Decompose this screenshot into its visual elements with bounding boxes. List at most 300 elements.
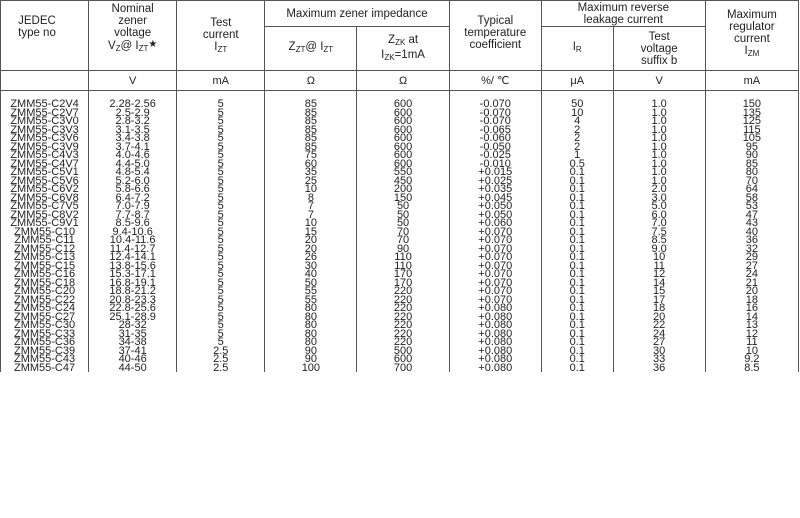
cell-type: ZMM55-C2V7 <box>1 109 89 118</box>
cell-nominal-voltage: 20.8-23.3 <box>89 296 177 305</box>
cell-zzt: 10 <box>265 219 357 228</box>
unit-cell: %/ ℃ <box>449 71 541 91</box>
unit-cell: μA <box>541 71 613 91</box>
cell-zzk: 110 <box>357 253 449 262</box>
cell-temp-coeff: +0.070 <box>449 279 541 288</box>
cell-test-voltage: 8.5 <box>613 236 705 245</box>
cell-zzt: 30 <box>265 262 357 271</box>
cell-ir: 0.1 <box>541 296 613 305</box>
cell-temp-coeff: -0.025 <box>449 151 541 160</box>
cell-zzk: 550 <box>357 168 449 177</box>
cell-type: ZMM55-C24 <box>1 304 89 313</box>
cell-temp-coeff: +0.070 <box>449 228 541 237</box>
cell-test-current: 5 <box>177 202 265 211</box>
unit-cell <box>1 71 89 91</box>
cell-test-current: 5 <box>177 296 265 305</box>
cell-test-voltage: 1.0 <box>613 109 705 118</box>
cell-type: ZMM55-C3V9 <box>1 143 89 152</box>
cell-type: ZMM55-C27 <box>1 313 89 322</box>
cell-nominal-voltage: 4.8-5.4 <box>89 168 177 177</box>
cell-zzt: 85 <box>265 109 357 118</box>
cell-test-current: 5 <box>177 279 265 288</box>
cell-izm: 20 <box>705 287 798 296</box>
cell-zzk: 110 <box>357 262 449 271</box>
cell-nominal-voltage: 28-32 <box>89 321 177 330</box>
cell-nominal-voltage: 10.4-11.6 <box>89 236 177 245</box>
unit-cell: mA <box>705 71 798 91</box>
cell-test-current: 5 <box>177 185 265 194</box>
cell-test-current: 5 <box>177 228 265 237</box>
cell-ir: 0.1 <box>541 304 613 313</box>
cell-temp-coeff: +0.070 <box>449 287 541 296</box>
cell-temp-coeff: +0.015 <box>449 168 541 177</box>
cell-type: ZMM55-C15 <box>1 262 89 271</box>
cell-nominal-voltage: 2.5-2.9 <box>89 109 177 118</box>
cell-test-voltage: 12 <box>613 270 705 279</box>
header-max-regulator-current: Maximum regulator current $I_{ZM}$ <box>705 1 798 71</box>
cell-zzt: 20 <box>265 245 357 254</box>
cell-test-voltage: 36 <box>613 364 705 373</box>
cell-izm: 105 <box>705 134 798 143</box>
cell-zzt: 100 <box>265 364 357 373</box>
cell-type: ZMM55-C16 <box>1 270 89 279</box>
cell-temp-coeff: +0.070 <box>449 270 541 279</box>
cell-ir: 0.1 <box>541 245 613 254</box>
cell-izm: 70 <box>705 177 798 186</box>
cell-type: ZMM55-C10 <box>1 228 89 237</box>
cell-zzk: 200 <box>357 185 449 194</box>
cell-ir: 0.1 <box>541 338 613 347</box>
cell-izm: 43 <box>705 219 798 228</box>
cell-type: ZMM55-C3V3 <box>1 126 89 135</box>
cell-ir: 0.1 <box>541 279 613 288</box>
cell-temp-coeff: +0.080 <box>449 364 541 373</box>
cell-test-voltage: 1.0 <box>613 126 705 135</box>
cell-ir: 0.1 <box>541 253 613 262</box>
cell-zzt: 55 <box>265 296 357 305</box>
cell-nominal-voltage: 6.4-7.2 <box>89 194 177 203</box>
cell-temp-coeff: +0.050 <box>449 211 541 220</box>
cell-zzt: 80 <box>265 313 357 322</box>
cell-izm: 18 <box>705 296 798 305</box>
table-body <box>1 91 799 373</box>
cell-test-voltage: 20 <box>613 313 705 322</box>
cell-zzt: 80 <box>265 304 357 313</box>
cell-test-current: 5 <box>177 253 265 262</box>
cell-zzk: 70 <box>357 236 449 245</box>
units-row <box>1 71 799 91</box>
cell-zzt: 85 <box>265 100 357 109</box>
header-zzk: $Z_{ZK}$ at $I_{ZK}=1mA$ <box>357 27 449 71</box>
cell-test-voltage: 30 <box>613 347 705 356</box>
unit-cell: V <box>89 71 177 91</box>
cell-nominal-voltage: 7.0-7.9 <box>89 202 177 211</box>
cell-ir: 0.1 <box>541 270 613 279</box>
cell-ir: 0.1 <box>541 321 613 330</box>
header-max-zener-impedance: Maximum zener impedance <box>265 1 449 27</box>
cell-nominal-voltage: 13.8-15.6 <box>89 262 177 271</box>
cell-ir: 1 <box>541 151 613 160</box>
cell-zzt: 85 <box>265 126 357 135</box>
cell-zzt: 75 <box>265 151 357 160</box>
cell-zzt: 80 <box>265 321 357 330</box>
cell-test-current: 5 <box>177 245 265 254</box>
cell-test-current: 5 <box>177 270 265 279</box>
cell-zzt: 85 <box>265 134 357 143</box>
cell-test-current: 5 <box>177 143 265 152</box>
cell-test-current: 2.5 <box>177 364 265 373</box>
cell-zzk: 220 <box>357 338 449 347</box>
cell-ir: 0.1 <box>541 194 613 203</box>
cell-temp-coeff: +0.080 <box>449 338 541 347</box>
cell-izm: 36 <box>705 236 798 245</box>
cell-zzk: 220 <box>357 287 449 296</box>
cell-zzt: 85 <box>265 117 357 126</box>
cell-ir: 10 <box>541 109 613 118</box>
cell-izm: 32 <box>705 245 798 254</box>
cell-zzt: 80 <box>265 330 357 339</box>
cell-zzt: 90 <box>265 355 357 364</box>
cell-temp-coeff: -0.010 <box>449 160 541 169</box>
cell-izm: 150 <box>705 100 798 109</box>
cell-type: ZMM55-C4V3 <box>1 151 89 160</box>
cell-nominal-voltage: 37-41 <box>89 347 177 356</box>
header-max-reverse-leakage: Maximum reverse leakage current <box>541 1 705 27</box>
cell-test-voltage: 1.0 <box>613 151 705 160</box>
cell-izm: 64 <box>705 185 798 194</box>
cell-nominal-voltage: 16.8-19.1 <box>89 279 177 288</box>
cell-zzt: 15 <box>265 228 357 237</box>
cell-test-current: 5 <box>177 100 265 109</box>
cell-zzk: 170 <box>357 279 449 288</box>
cell-temp-coeff: +0.070 <box>449 245 541 254</box>
cell-zzk: 600 <box>357 100 449 109</box>
unit-cell: V <box>613 71 705 91</box>
cell-nominal-voltage: 5.2-6.0 <box>89 177 177 186</box>
cell-temp-coeff: -0.070 <box>449 100 541 109</box>
cell-temp-coeff: +0.080 <box>449 355 541 364</box>
header-ir: $I_R$ <box>541 27 613 71</box>
cell-zzk: 50 <box>357 211 449 220</box>
cell-temp-coeff: -0.070 <box>449 117 541 126</box>
cell-zzt: 85 <box>265 143 357 152</box>
cell-ir: 0.1 <box>541 177 613 186</box>
cell-zzk: 70 <box>357 228 449 237</box>
cell-nominal-voltage: 4.4-5.0 <box>89 160 177 169</box>
cell-nominal-voltage: 8.5-9.6 <box>89 219 177 228</box>
cell-type: ZMM55-C6V2 <box>1 185 89 194</box>
cell-nominal-voltage: 34-38 <box>89 338 177 347</box>
cell-izm: 95 <box>705 143 798 152</box>
cell-test-current: 5 <box>177 321 265 330</box>
cell-ir: 0.1 <box>541 185 613 194</box>
cell-test-voltage: 7.0 <box>613 219 705 228</box>
cell-ir: 0.1 <box>541 287 613 296</box>
cell-nominal-voltage: 2.8-3.2 <box>89 117 177 126</box>
cell-ir: 0.1 <box>541 347 613 356</box>
cell-type: ZMM55-C30 <box>1 321 89 330</box>
cell-izm: 9.2 <box>705 355 798 364</box>
cell-test-current: 5 <box>177 287 265 296</box>
cell-test-current: 5 <box>177 160 265 169</box>
cell-zzt: 7 <box>265 211 357 220</box>
cell-nominal-voltage: 11.4-12.7 <box>89 245 177 254</box>
cell-ir: 0.1 <box>541 364 613 373</box>
cell-nominal-voltage: 22.8-25.6 <box>89 304 177 313</box>
cell-zzk: 220 <box>357 330 449 339</box>
cell-izm: 53 <box>705 202 798 211</box>
cell-temp-coeff: +0.070 <box>449 253 541 262</box>
cell-zzk: 700 <box>357 364 449 373</box>
cell-nominal-voltage: 44-50 <box>89 364 177 373</box>
cell-ir: 0.1 <box>541 211 613 220</box>
cell-zzk: 600 <box>357 151 449 160</box>
cell-zzt: 26 <box>265 253 357 262</box>
cell-nominal-voltage: 4.0-4.6 <box>89 151 177 160</box>
cell-nominal-voltage: 3.7-4.1 <box>89 143 177 152</box>
cell-ir: 0.1 <box>541 313 613 322</box>
cell-test-voltage: 27 <box>613 338 705 347</box>
cell-zzt: 50 <box>265 279 357 288</box>
cell-ir: 0.1 <box>541 202 613 211</box>
cell-test-current: 5 <box>177 338 265 347</box>
cell-zzt: 80 <box>265 338 357 347</box>
cell-temp-coeff: +0.045 <box>449 194 541 203</box>
header-temp-coefficient: Typical temperature coefficient <box>449 1 541 71</box>
cell-zzk: 600 <box>357 126 449 135</box>
cell-test-current: 5 <box>177 134 265 143</box>
cell-test-voltage: 22 <box>613 321 705 330</box>
cell-test-voltage: 1.0 <box>613 143 705 152</box>
cell-test-current: 2.5 <box>177 347 265 356</box>
cell-nominal-voltage: 18.8-21.2 <box>89 287 177 296</box>
cell-test-current: 2.5 <box>177 355 265 364</box>
cell-test-current: 5 <box>177 151 265 160</box>
cell-zzt: 55 <box>265 287 357 296</box>
cell-ir: 0.1 <box>541 355 613 364</box>
cell-test-voltage: 1.0 <box>613 100 705 109</box>
cell-zzk: 600 <box>357 160 449 169</box>
cell-nominal-voltage: 25.1-28.9 <box>89 313 177 322</box>
cell-ir: 0.1 <box>541 168 613 177</box>
table-row <box>1 364 799 373</box>
header-zzt: $Z_{ZT}@$ $I_{ZT}$ <box>265 27 357 71</box>
cell-izm: 21 <box>705 279 798 288</box>
cell-izm: 47 <box>705 211 798 220</box>
cell-zzt: 20 <box>265 236 357 245</box>
cell-zzt: 40 <box>265 270 357 279</box>
cell-zzt: 10 <box>265 185 357 194</box>
cell-temp-coeff: +0.035 <box>449 185 541 194</box>
cell-test-voltage: 3.0 <box>613 194 705 203</box>
cell-type: ZMM55-C11 <box>1 236 89 245</box>
cell-izm: 14 <box>705 313 798 322</box>
cell-test-current: 5 <box>177 117 265 126</box>
cell-test-voltage: 1.0 <box>613 168 705 177</box>
cell-zzt: 90 <box>265 347 357 356</box>
cell-test-current: 5 <box>177 194 265 203</box>
cell-type: ZMM55-C36 <box>1 338 89 347</box>
cell-temp-coeff: +0.070 <box>449 262 541 271</box>
cell-test-voltage: 11 <box>613 262 705 271</box>
cell-izm: 12 <box>705 330 798 339</box>
cell-izm: 10 <box>705 347 798 356</box>
cell-ir: 2 <box>541 143 613 152</box>
cell-test-voltage: 17 <box>613 296 705 305</box>
cell-temp-coeff: +0.080 <box>449 330 541 339</box>
cell-test-current: 5 <box>177 219 265 228</box>
cell-ir: 0.1 <box>541 236 613 245</box>
cell-type: ZMM55-C4V7 <box>1 160 89 169</box>
cell-test-voltage: 15 <box>613 287 705 296</box>
cell-izm: 8.5 <box>705 364 798 373</box>
cell-type: ZMM55-C39 <box>1 347 89 356</box>
cell-nominal-voltage: 3.1-3.5 <box>89 126 177 135</box>
cell-temp-coeff: +0.060 <box>449 219 541 228</box>
cell-type: ZMM55-C7V5 <box>1 202 89 211</box>
cell-temp-coeff: +0.080 <box>449 347 541 356</box>
cell-type: ZMM55-C43 <box>1 355 89 364</box>
cell-zzk: 600 <box>357 109 449 118</box>
cell-test-current: 5 <box>177 109 265 118</box>
cell-test-voltage: 33 <box>613 355 705 364</box>
cell-type: ZMM55-C20 <box>1 287 89 296</box>
cell-test-current: 5 <box>177 330 265 339</box>
cell-zzk: 220 <box>357 304 449 313</box>
cell-temp-coeff: -0.060 <box>449 134 541 143</box>
cell-ir: 4 <box>541 117 613 126</box>
cell-test-voltage: 5.0 <box>613 202 705 211</box>
cell-type: ZMM55-C5V1 <box>1 168 89 177</box>
cell-izm: 13 <box>705 321 798 330</box>
cell-nominal-voltage: 40-46 <box>89 355 177 364</box>
cell-izm: 115 <box>705 126 798 135</box>
cell-ir: 0.1 <box>541 228 613 237</box>
cell-test-current: 5 <box>177 177 265 186</box>
cell-type: ZMM55-C18 <box>1 279 89 288</box>
cell-type: ZMM55-C8V2 <box>1 211 89 220</box>
cell-test-current: 5 <box>177 304 265 313</box>
cell-test-voltage: 1.0 <box>613 160 705 169</box>
cell-zzk: 450 <box>357 177 449 186</box>
cell-nominal-voltage: 3.4-3.8 <box>89 134 177 143</box>
cell-type: ZMM55-C2V4 <box>1 100 89 109</box>
header-test-current: Test current $I_{ZT}$ <box>177 1 265 71</box>
cell-izm: 11 <box>705 338 798 347</box>
cell-izm: 16 <box>705 304 798 313</box>
cell-zzk: 50 <box>357 219 449 228</box>
cell-nominal-voltage: 5.8-6.6 <box>89 185 177 194</box>
cell-ir: 0.1 <box>541 262 613 271</box>
cell-type: ZMM55-C6V8 <box>1 194 89 203</box>
unit-cell: Ω <box>265 71 357 91</box>
cell-type: ZMM55-C3V0 <box>1 117 89 126</box>
cell-zzk: 90 <box>357 245 449 254</box>
cell-zzt: 60 <box>265 160 357 169</box>
unit-cell: Ω <box>357 71 449 91</box>
cell-temp-coeff: +0.080 <box>449 321 541 330</box>
cell-nominal-voltage: 15.3-17.1 <box>89 270 177 279</box>
cell-zzk: 600 <box>357 134 449 143</box>
cell-zzk: 220 <box>357 313 449 322</box>
cell-test-current: 5 <box>177 168 265 177</box>
cell-zzk: 220 <box>357 296 449 305</box>
cell-izm: 85 <box>705 160 798 169</box>
cell-ir: 0.1 <box>541 330 613 339</box>
cell-temp-coeff: +0.070 <box>449 296 541 305</box>
header-type: JEDEC type no <box>1 1 89 71</box>
cell-test-current: 5 <box>177 211 265 220</box>
cell-zzk: 600 <box>357 143 449 152</box>
cell-zzk: 220 <box>357 321 449 330</box>
cell-temp-coeff: +0.025 <box>449 177 541 186</box>
cell-ir: 0.1 <box>541 219 613 228</box>
cell-zzt: 25 <box>265 177 357 186</box>
cell-izm: 27 <box>705 262 798 271</box>
cell-temp-coeff: -0.065 <box>449 126 541 135</box>
cell-nominal-voltage: 9.4-10.6 <box>89 228 177 237</box>
cell-ir: 2 <box>541 134 613 143</box>
cell-izm: 90 <box>705 151 798 160</box>
cell-zzt: 7 <box>265 202 357 211</box>
cell-nominal-voltage: 12.4-14.1 <box>89 253 177 262</box>
cell-temp-coeff: -0.050 <box>449 143 541 152</box>
cell-nominal-voltage: 2.28-2.56 <box>89 100 177 109</box>
cell-ir: 0.5 <box>541 160 613 169</box>
cell-type: ZMM55-C12 <box>1 245 89 254</box>
cell-temp-coeff: -0.070 <box>449 109 541 118</box>
cell-test-voltage: 7.5 <box>613 228 705 237</box>
cell-type: ZMM55-C9V1 <box>1 219 89 228</box>
cell-nominal-voltage: 31-35 <box>89 330 177 339</box>
cell-zzk: 500 <box>357 347 449 356</box>
cell-ir: 2 <box>541 126 613 135</box>
cell-test-voltage: 1.0 <box>613 134 705 143</box>
cell-izm: 58 <box>705 194 798 203</box>
cell-zzk: 600 <box>357 117 449 126</box>
cell-zzk: 50 <box>357 202 449 211</box>
cell-zzt: 35 <box>265 168 357 177</box>
cell-zzk: 600 <box>357 355 449 364</box>
cell-test-current: 5 <box>177 313 265 322</box>
cell-test-current: 5 <box>177 262 265 271</box>
unit-cell: mA <box>177 71 265 91</box>
cell-test-voltage: 24 <box>613 330 705 339</box>
cell-izm: 125 <box>705 117 798 126</box>
cell-izm: 24 <box>705 270 798 279</box>
cell-izm: 135 <box>705 109 798 118</box>
cell-test-voltage: 14 <box>613 279 705 288</box>
cell-test-current: 5 <box>177 126 265 135</box>
cell-izm: 29 <box>705 253 798 262</box>
cell-type: ZMM55-C3V6 <box>1 134 89 143</box>
cell-izm: 40 <box>705 228 798 237</box>
header-test-voltage: Test voltage suffix b <box>613 27 705 71</box>
cell-type: ZMM55-C33 <box>1 330 89 339</box>
cell-test-voltage: 1.0 <box>613 117 705 126</box>
cell-temp-coeff: +0.070 <box>449 236 541 245</box>
cell-izm: 80 <box>705 168 798 177</box>
cell-temp-coeff: +0.050 <box>449 202 541 211</box>
cell-type: ZMM55-C22 <box>1 296 89 305</box>
cell-test-voltage: 9.0 <box>613 245 705 254</box>
cell-test-voltage: 6.0 <box>613 211 705 220</box>
cell-nominal-voltage: 7.7-8.7 <box>89 211 177 220</box>
cell-zzt: 8 <box>265 194 357 203</box>
cell-test-voltage: 18 <box>613 304 705 313</box>
cell-test-voltage: 1.0 <box>613 177 705 186</box>
cell-test-current: 5 <box>177 236 265 245</box>
